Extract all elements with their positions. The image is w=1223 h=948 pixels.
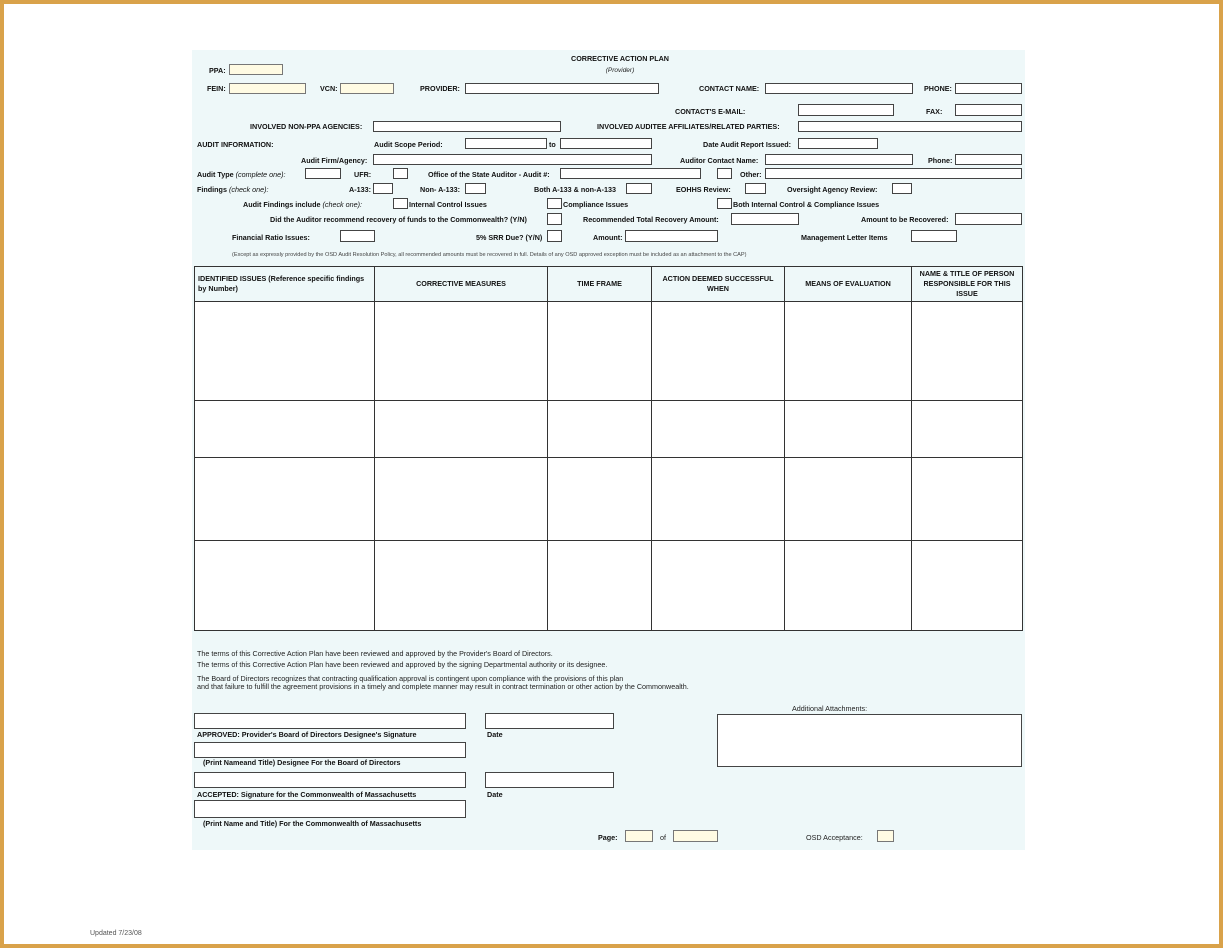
eohhs-label: EOHHS Review: bbox=[676, 185, 731, 194]
auditor-contact-label: Auditor Contact Name: bbox=[680, 156, 759, 165]
oversight-checkbox[interactable] bbox=[892, 183, 912, 194]
mgmt-letter-field[interactable] bbox=[911, 230, 957, 242]
table-cell[interactable] bbox=[375, 401, 548, 458]
fein-field[interactable] bbox=[229, 83, 306, 94]
audit-info-label: AUDIT INFORMATION: bbox=[197, 140, 274, 149]
both-a133-label: Both A-133 & non-A-133 bbox=[534, 185, 616, 194]
recommend-recovery-field[interactable] bbox=[547, 213, 562, 225]
ppa-field[interactable] bbox=[229, 64, 283, 75]
updated-footer: Updated 7/23/08 bbox=[90, 930, 142, 937]
table-cell[interactable] bbox=[785, 458, 912, 541]
internal-control-label: Internal Control Issues bbox=[409, 200, 487, 209]
osd-acceptance-field[interactable] bbox=[877, 830, 894, 842]
srr-due-label: 5% SRR Due? (Y/N) bbox=[476, 233, 543, 242]
both-ic-label: Both Internal Control & Compliance Issues bbox=[733, 200, 880, 209]
table-row bbox=[195, 401, 1023, 458]
to-label: to bbox=[549, 140, 556, 149]
contact-name-field[interactable] bbox=[765, 83, 913, 94]
terms-line-3: The Board of Directors recognizes that contracting qualification approval is contingent upon compliance with the provisions of this plan bbox=[197, 674, 624, 683]
ufr-label: UFR: bbox=[354, 170, 372, 179]
auditor-contact-field[interactable] bbox=[765, 154, 913, 165]
table-row bbox=[195, 302, 1023, 401]
non-a133-checkbox[interactable] bbox=[465, 183, 486, 194]
table-cell[interactable] bbox=[912, 401, 1023, 458]
provider-label: PROVIDER: bbox=[420, 84, 460, 93]
approved-signature-field[interactable] bbox=[194, 713, 466, 729]
affiliates-field[interactable] bbox=[798, 121, 1022, 132]
page-label: Page: bbox=[598, 833, 618, 842]
terms-line-1: The terms of this Corrective Action Plan have been reviewed and approved by the Provider's Board of Directors. bbox=[197, 649, 553, 658]
vcn-label: VCN: bbox=[320, 84, 338, 93]
page-of-label: of bbox=[660, 833, 666, 842]
non-ppa-field[interactable] bbox=[373, 121, 561, 132]
form-title: CORRECTIVE ACTION PLAN bbox=[571, 54, 669, 63]
table-header-row bbox=[195, 267, 1023, 302]
page-total-field[interactable] bbox=[673, 830, 718, 842]
other-label: Other: bbox=[740, 170, 762, 179]
osd-acceptance-label: OSD Acceptance: bbox=[806, 833, 863, 842]
table-cell[interactable] bbox=[195, 302, 375, 401]
accepted-date-label: Date bbox=[487, 790, 503, 799]
total-recovery-label: Recommended Total Recovery Amount: bbox=[583, 215, 719, 224]
a133-label: A-133: bbox=[349, 185, 371, 194]
additional-attachments-field[interactable] bbox=[717, 714, 1022, 767]
both-ic-checkbox[interactable] bbox=[717, 198, 732, 209]
date-issued-field[interactable] bbox=[798, 138, 878, 149]
audit-type-label: Audit Type (complete one): bbox=[197, 170, 286, 179]
audit-firm-label: Audit Firm/Agency: bbox=[301, 156, 368, 165]
auditor-phone-field[interactable] bbox=[955, 154, 1022, 165]
findings-label: Findings (check one): bbox=[197, 185, 269, 194]
print-comm-field[interactable] bbox=[194, 800, 466, 818]
table-cell[interactable] bbox=[785, 541, 912, 631]
table-cell[interactable] bbox=[548, 541, 652, 631]
non-ppa-label: INVOLVED NON-PPA AGENCIES: bbox=[250, 122, 363, 131]
ppa-label: PPA: bbox=[209, 66, 226, 75]
ratio-issues-label: Financial Ratio Issues: bbox=[232, 233, 310, 242]
amount-label: Amount: bbox=[593, 233, 623, 242]
col-header-measures: CORRECTIVE MEASURES bbox=[375, 267, 548, 302]
table-cell[interactable] bbox=[548, 458, 652, 541]
oversight-label: Oversight Agency Review: bbox=[787, 185, 878, 194]
scope-period-label: Audit Scope Period: bbox=[374, 140, 443, 149]
compliance-label: Compliance Issues bbox=[563, 200, 629, 209]
a133-checkbox[interactable] bbox=[373, 183, 393, 194]
terms-line-4: and that failure to fulfill the agreement provisions in a timely and complete manner may result in contract termination or other action by the Commonwealth. bbox=[197, 682, 689, 691]
table-cell[interactable] bbox=[375, 458, 548, 541]
phone-label: PHONE: bbox=[924, 84, 952, 93]
col-header-successful-when: ACTION DEEMED SUCCESSFUL WHEN bbox=[652, 267, 785, 302]
table-cell[interactable] bbox=[195, 458, 375, 541]
both-a133-checkbox[interactable] bbox=[626, 183, 652, 194]
col-header-responsible: NAME & TITLE OF PERSON RESPONSIBLE FOR THIS ISSUE bbox=[912, 267, 1023, 302]
table-cell[interactable] bbox=[785, 302, 912, 401]
table-cell[interactable] bbox=[375, 302, 548, 401]
provider-field[interactable] bbox=[465, 83, 659, 94]
compliance-checkbox[interactable] bbox=[547, 198, 562, 209]
amount-recovered-label: Amount to be Recovered: bbox=[861, 215, 949, 224]
terms-line-2: The terms of this Corrective Action Plan have been reviewed and approved by the signing Departmental authority or its designee. bbox=[197, 660, 608, 669]
table-cell[interactable] bbox=[652, 401, 785, 458]
other-field[interactable] bbox=[765, 168, 1022, 179]
table-cell[interactable] bbox=[652, 302, 785, 401]
state-auditor-field[interactable] bbox=[560, 168, 701, 179]
table-cell[interactable] bbox=[195, 541, 375, 631]
page-number-field[interactable] bbox=[625, 830, 653, 842]
internal-control-checkbox[interactable] bbox=[393, 198, 408, 209]
fax-field[interactable] bbox=[955, 104, 1022, 116]
issues-table bbox=[194, 266, 1023, 631]
additional-attachments-label: Additional Attachments: bbox=[792, 704, 868, 713]
form-subtitle: (Provider) bbox=[605, 67, 635, 74]
fein-label: FEIN: bbox=[207, 84, 226, 93]
col-header-evaluation: MEANS OF EVALUATION bbox=[785, 267, 912, 302]
print-board-field[interactable] bbox=[194, 742, 466, 758]
table-cell[interactable] bbox=[195, 401, 375, 458]
non-a133-label: Non- A-133: bbox=[420, 185, 461, 194]
contact-email-label: CONTACT'S E-MAIL: bbox=[675, 107, 746, 116]
table-cell[interactable] bbox=[912, 458, 1023, 541]
amount-recovered-field[interactable] bbox=[955, 213, 1022, 225]
audit-type-field[interactable] bbox=[305, 168, 341, 179]
approved-label: APPROVED: Provider's Board of Directors Designee's Signature bbox=[197, 730, 417, 739]
auditor-phone-label: Phone: bbox=[928, 156, 953, 165]
mgmt-letter-label: Management Letter Items bbox=[801, 233, 888, 242]
print-board-label: (Print Nameand Title) Designee For the Board of Directors bbox=[203, 758, 401, 767]
table-cell[interactable] bbox=[652, 458, 785, 541]
ufr-field[interactable] bbox=[393, 168, 408, 179]
affiliates-label: INVOLVED AUDITEE AFFILIATES/RELATED PARTIES: bbox=[597, 122, 780, 131]
total-recovery-field[interactable] bbox=[731, 213, 799, 225]
amount-field[interactable] bbox=[625, 230, 718, 242]
accepted-signature-field[interactable] bbox=[194, 772, 466, 788]
other-checkbox[interactable] bbox=[717, 168, 732, 179]
scope-start-field[interactable] bbox=[465, 138, 547, 149]
col-header-issues: IDENTIFIED ISSUES (Reference specific findings by Number) bbox=[195, 267, 375, 302]
table-cell[interactable] bbox=[912, 541, 1023, 631]
table-cell[interactable] bbox=[652, 541, 785, 631]
scope-end-field[interactable] bbox=[560, 138, 652, 149]
table-cell[interactable] bbox=[375, 541, 548, 631]
approved-date-field[interactable] bbox=[485, 713, 614, 729]
table-cell[interactable] bbox=[548, 302, 652, 401]
accepted-date-field[interactable] bbox=[485, 772, 614, 788]
table-row bbox=[195, 541, 1023, 631]
table-cell[interactable] bbox=[548, 401, 652, 458]
table-cell[interactable] bbox=[912, 302, 1023, 401]
ratio-issues-field[interactable] bbox=[340, 230, 375, 242]
col-header-time-frame: TIME FRAME bbox=[548, 267, 652, 302]
contact-name-label: CONTACT NAME: bbox=[699, 84, 760, 93]
phone-field[interactable] bbox=[955, 83, 1022, 94]
table-cell[interactable] bbox=[785, 401, 912, 458]
approved-date-label: Date bbox=[487, 730, 503, 739]
srr-due-field[interactable] bbox=[547, 230, 562, 242]
print-comm-label: (Print Name and Title) For the Commonwealth of Massachusetts bbox=[203, 819, 422, 828]
vcn-field[interactable] bbox=[340, 83, 394, 94]
findings-include-label: Audit Findings include (check one): bbox=[243, 200, 363, 209]
date-issued-label: Date Audit Report Issued: bbox=[703, 140, 791, 149]
recovery-note: (Except as expressly provided by the OSD Audit Resolution Policy, all recommended amounts must be recovered in full. Details of any OSD approved exception must be included as an attachment to the CAP) bbox=[232, 252, 747, 258]
fax-label: FAX: bbox=[926, 107, 943, 116]
contact-email-field[interactable] bbox=[798, 104, 894, 116]
table-row bbox=[195, 458, 1023, 541]
eohhs-checkbox[interactable] bbox=[745, 183, 766, 194]
recommend-recovery-label: Did the Auditor recommend recovery of funds to the Commonwealth? (Y/N) bbox=[270, 215, 527, 224]
accepted-label: ACCEPTED: Signature for the Commonwealth of Massachusetts bbox=[197, 790, 417, 799]
state-auditor-label: Office of the State Auditor - Audit #: bbox=[428, 170, 550, 179]
audit-firm-field[interactable] bbox=[373, 154, 652, 165]
